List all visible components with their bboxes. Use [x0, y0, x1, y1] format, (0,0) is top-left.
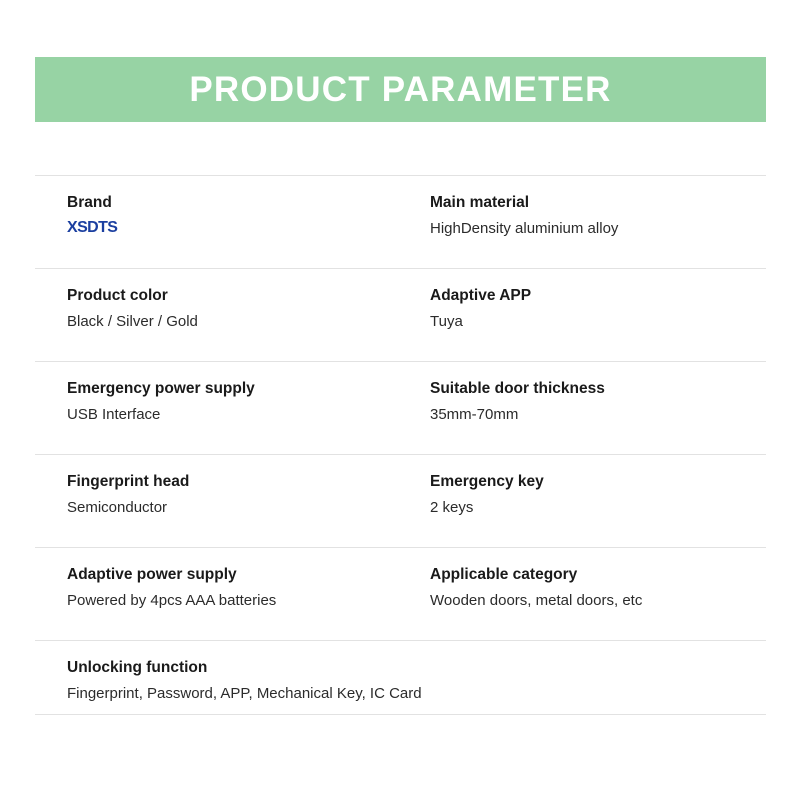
spec-label: Emergency power supply — [67, 380, 255, 397]
spec-value: 35mm-70mm — [430, 405, 519, 423]
spec-label: Applicable category — [430, 566, 578, 583]
spec-cell-suitable-door-thickness — [427, 379, 766, 454]
spec-label: Emergency key — [430, 473, 544, 490]
spec-cell-applicable-category — [427, 565, 766, 640]
table-row — [35, 640, 766, 715]
spec-label: Adaptive APP — [430, 287, 532, 304]
table-row — [35, 454, 766, 547]
spec-value: Powered by 4pcs AAA batteries — [67, 591, 277, 609]
spec-value: USB Interface — [67, 405, 161, 423]
page-title: PRODUCT PARAMETER — [189, 70, 612, 109]
spec-label: Suitable door thickness — [430, 380, 605, 397]
spec-label: Fingerprint head — [67, 473, 190, 490]
spec-value: Black / Silver / Gold — [67, 312, 198, 330]
table-row — [35, 547, 766, 640]
spec-cell-main-material — [427, 193, 766, 268]
spec-label: Unlocking function — [67, 659, 208, 676]
spec-label: Product color — [67, 287, 168, 304]
spec-value: Wooden doors, metal doors, etc — [430, 591, 643, 609]
spec-value: Tuya — [430, 312, 463, 330]
spec-cell-emergency-key — [427, 472, 766, 547]
spec-value: Fingerprint, Password, APP, Mechanical Key, IC Card — [67, 684, 422, 702]
spec-cell-brand — [35, 193, 427, 268]
spec-cell-adaptive-power-supply — [35, 565, 427, 640]
brand-logo: XSDTS — [67, 218, 118, 236]
spec-cell-product-color — [35, 286, 427, 361]
spec-cell-fingerprint-head — [35, 472, 427, 547]
table-row — [35, 268, 766, 361]
spec-value: 2 keys — [430, 498, 474, 516]
spec-label: Main material — [430, 194, 530, 211]
spec-cell-adaptive-app — [427, 286, 766, 361]
spec-cell-emergency-power-supply — [35, 379, 427, 454]
spec-value: HighDensity aluminium alloy — [430, 219, 619, 237]
specification-table — [35, 175, 766, 715]
spec-label: Adaptive power supply — [67, 566, 237, 583]
spec-label: Brand — [67, 194, 112, 211]
page-title-banner — [35, 57, 766, 122]
table-row — [35, 361, 766, 454]
table-row — [35, 175, 766, 268]
spec-value: Semiconductor — [67, 498, 168, 516]
spec-cell-unlocking-function — [35, 658, 766, 714]
